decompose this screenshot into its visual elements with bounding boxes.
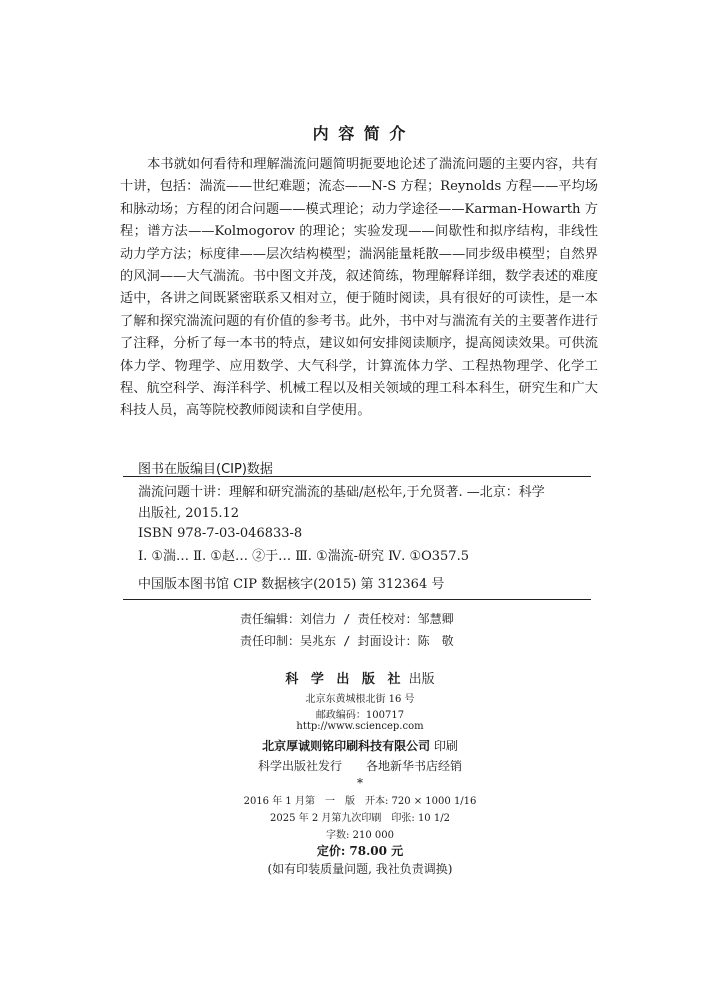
credits-line2: 责任印制：吴兆东 / 封面设计：陈 敬 [240,634,454,648]
edition-line: 2016 年 1 月第 一 版 开本: 720 × 1000 1/16 [243,796,477,807]
publisher-url: http://www.sciencep.com [296,721,424,732]
summary-body [120,154,598,423]
summary-title: 内 容 简 介 [312,124,408,143]
publisher-suffix: 出版 [408,672,435,687]
wordcount-line: 字数: 210 000 [326,830,394,841]
cip-record: 中国版本图书馆 CIP 数据核字(2015) 第 312364 号 [138,577,445,592]
printer-suffix: 印刷 [433,739,458,753]
summary-text: 本书就如何看待和理解湍流问题简明扼要地论述了湍流问题的主要内容，共有十讲，包括：湍流——世纪难题；流态——N-S 方程；Reynolds 方程——平均场和脉动场；方程的闭合问题——模式理论；动力学途径——Karman-Howarth 方程；谱方法——Kolmogorov 的理论；实验发现——间歇性和拟序结构，非线性动力学方法；标度律——层次结构模型；湍涡能量耗散——同步级串模型；自然界的风洞——大气湍流。书中图文并茂，叙述简练，物理解释详细，数学表述的难度适中，各讲之间既紧密联系又相对立，便于随时阅读，具有很好的可读性，是一本了解和探究湍流问题的有价值的参考书。此外，书中对与湍流有关的主要著作进行了注释，分析了每一本书的特点，建议如何安排阅读顺序，提高阅读效果。可供流体力学、物理学、应用数学、大气科学，计算流体力学、工程热物理学、化学工程、航空科学、海洋科学、机械工程以及相关领域的理工科本科生，研究生和广大科技人员，高等院校教师阅读和自学使用。 [120,157,598,419]
cip-isbn: ISBN 978-7-03-046833-8 [138,526,303,541]
printing-line: 2025 年 2 月第九次印刷 印张: 10 1/2 [270,813,450,824]
price-line: 定价: 78.00 元 [316,844,404,858]
cip-classification: Ⅰ. ①湍… Ⅱ. ①赵… ②于… Ⅲ. ①湍流-研究 Ⅳ. ①O357.5 [138,549,469,564]
printer-line [0,737,720,754]
printer-name: 北京厚诚则铭印刷科技有限公司 [262,739,431,753]
cip-entry-line1: 湍流问题十讲：理解和研究湍流的基础/赵松年,于允贤著. —北京：科学 [138,485,545,500]
distribution-line: 科学出版社发行 各地新华书店经销 [257,759,462,773]
credits-line1: 责任编辑：刘信力 / 责任校对：邹慧卿 [240,612,454,626]
publisher-name: 科 学 出 版 社 [285,672,405,687]
publisher-address: 北京东黄城根北街 16 号 [305,694,415,705]
cip-bottom-rule [123,599,591,600]
quality-notice: (如有印装质量问题, 我社负责调换) [267,862,453,876]
cip-top-rule [123,476,591,477]
cip-heading: 图书在版编目(CIP)数据 [138,462,273,477]
publisher-line [0,668,720,687]
cip-entry-line2: 出版社, 2015.12 [138,506,240,521]
publisher-postcode: 邮政编码：100717 [315,710,405,721]
separator-star: * [357,776,363,790]
